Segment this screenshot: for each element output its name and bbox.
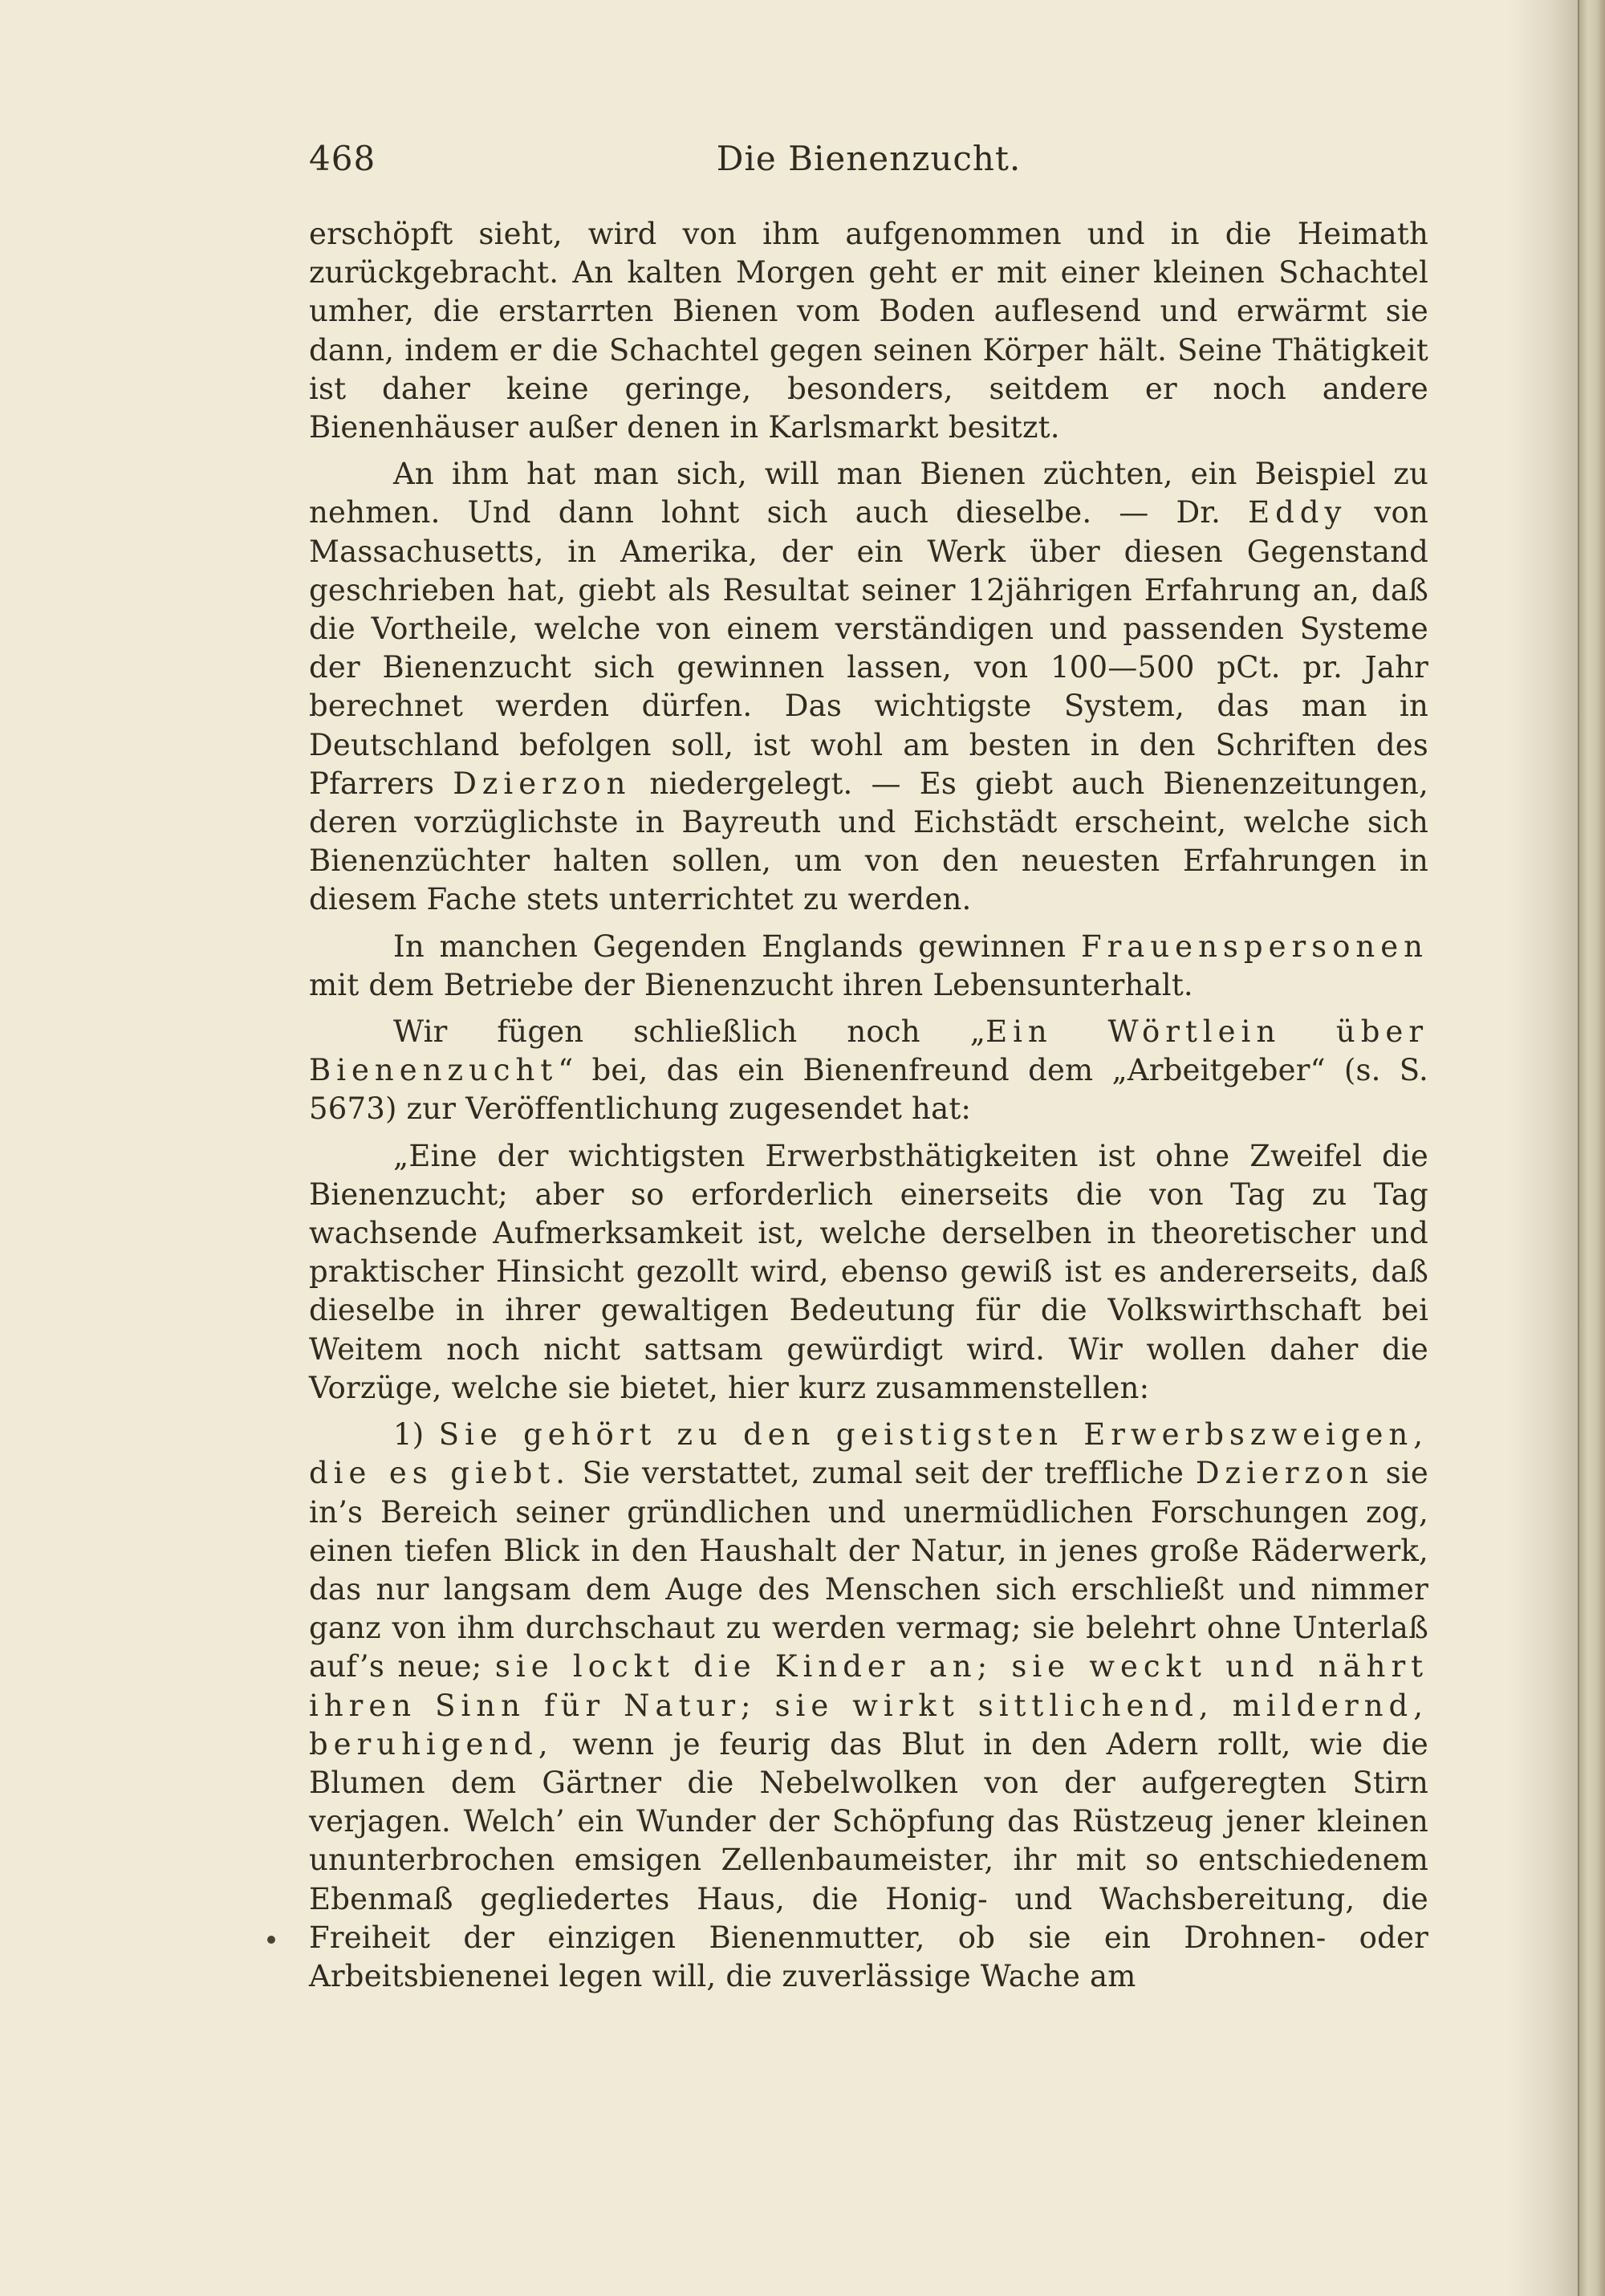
text-run: 1) [393, 1417, 439, 1453]
body-text [309, 215, 1428, 2004]
page-shadow [1509, 0, 1579, 2296]
text-run: wenn je feurig das Blut in den Adern rollt, wie die Blumen dem Gärtner die Nebelwolken von der aufgeregten Stirn verjagen. Welch’ ein Wunder der Schöpfung das Rüstzeug jener kleinen ununterbrochen emsigen Zellenbaumeister, ihr mit so entschiedenem Ebenmaß gegliedertes Haus, die Honig- und Wachsbereitung, die Freiheit der einzigen Bienenmutter, ob sie ein Drohnen- oder Arbeitsbienenei legen will, die zuverlässige Wache am [309, 1726, 1428, 1993]
text-run: erschöpft sieht, wird von ihm aufgenommen und in die Heimath zurückgebracht. An kalten Morgen geht er mit einer kleinen Schachtel umher, die erstarrten Bienen vom Boden auflesend und erwärmt sie dann, indem er die Schachtel gegen seinen Körper hält. Seine Thätigkeit ist daher keine geringe, besonders, seitdem er noch andere Bienenhäuser außer denen in Karlsmarkt besitzt. [309, 217, 1428, 445]
paragraph [309, 215, 1428, 447]
emphasized-text: sie lockt die Kinder an; sie weckt und nährt ihren Sinn für Natur; sie wirkt sittlichend, mildernd, beruhigend, [309, 1649, 1429, 1762]
running-title: Die Bienenzucht. [716, 139, 1022, 178]
paragraph [309, 1416, 1428, 1996]
emphasized-text: Sie gehört zu den geistigsten Erwerbszweigen, die es giebt. [309, 1417, 1428, 1491]
text-run: sie in’s Bereich seiner gründlichen und unermüdlichen Forschungen zog, einen tiefen Blick in den Haushalt der Natur, in jenes große Räderwerk, das nur langsam dem Auge des Menschen sich erschließt und nimmer ganz von ihm durchschaut zu werden vermag; sie belehrt ohne Unterlaß auf’s neue; [309, 1456, 1428, 1684]
emphasized-text: Ein Wörtlein über Bienenzucht [309, 1014, 1428, 1088]
text-run: An ihm hat man sich, will man Bienen züchten, ein Beispiel zu nehmen. Und dann lohnt sich auch dieselbe. — Dr. [309, 457, 1428, 530]
text-run: “ bei, das ein Bienenfreund dem „Arbeitgeber“ (s. S. 5673) zur Veröffentlichung zugesendet hat: [309, 1053, 1428, 1127]
text-run: Wir fügen schließlich noch „ [393, 1014, 986, 1050]
text-run: mit dem Betriebe der Bienenzucht ihren Lebensunterhalt. [309, 967, 1193, 1002]
text-run: Sie verstattet, zumal seit der treffliche [571, 1456, 1196, 1491]
page-header [309, 135, 1428, 183]
book-edge [1579, 0, 1605, 2296]
emphasized-text: Frauenspersonen [1080, 929, 1428, 964]
paragraph [309, 928, 1428, 1005]
page-number: 468 [309, 139, 376, 178]
text-run: von Massachusetts, in Amerika, der ein Werk über diesen Gegenstand geschrieben hat, giebt als Resultat seiner 12jährigen Erfahrung an, daß die Vortheile, welche von einem verständigen und passenden Systeme der Bienenzucht sich gewinnen lassen, von 100—500 pCt. pr. Jahr berechnet werden dürfen. Das wichtigste System, das man in Deutschland befolgen soll, ist wohl am besten in den Schriften des Pfarrers [309, 495, 1428, 801]
emphasized-text: Eddy [1248, 495, 1347, 530]
emphasized-text: Dzierzon [453, 766, 632, 801]
text-run: „Eine der wichtigsten Erwerbsthätigkeiten ist ohne Zweifel die Bienenzucht; aber so erforderlich einerseits die von Tag zu Tag wachsende Aufmerksamkeit ist, welche derselben in theoretischer und praktischer Hinsicht gezollt wird, ebenso gewiß ist es andererseits, daß dieselbe in ihrer gewaltigen Bedeutung für die Volkswirthschaft bei Weitem noch nicht sattsam gewürdigt wird. Wir wollen daher die Vorzüge, welche sie bietet, hier kurz zusammenstellen: [309, 1138, 1428, 1405]
paragraph [309, 1013, 1428, 1129]
text-run: In manchen Gegenden Englands gewinnen [393, 929, 1081, 964]
emphasized-text: Dzierzon [1195, 1456, 1374, 1491]
text-run: niedergelegt. — Es giebt auch Bienenzeitungen, deren vorzüglichste in Bayreuth und Eichstädt erscheint, welche sich Bienenzüchter halten sollen, um von den neuesten Erfahrungen in diesem Fache stets unterrichtet zu werden. [309, 766, 1428, 917]
paragraph [309, 455, 1428, 919]
ink-dot-mark [267, 1936, 275, 1944]
paragraph [309, 1137, 1428, 1408]
